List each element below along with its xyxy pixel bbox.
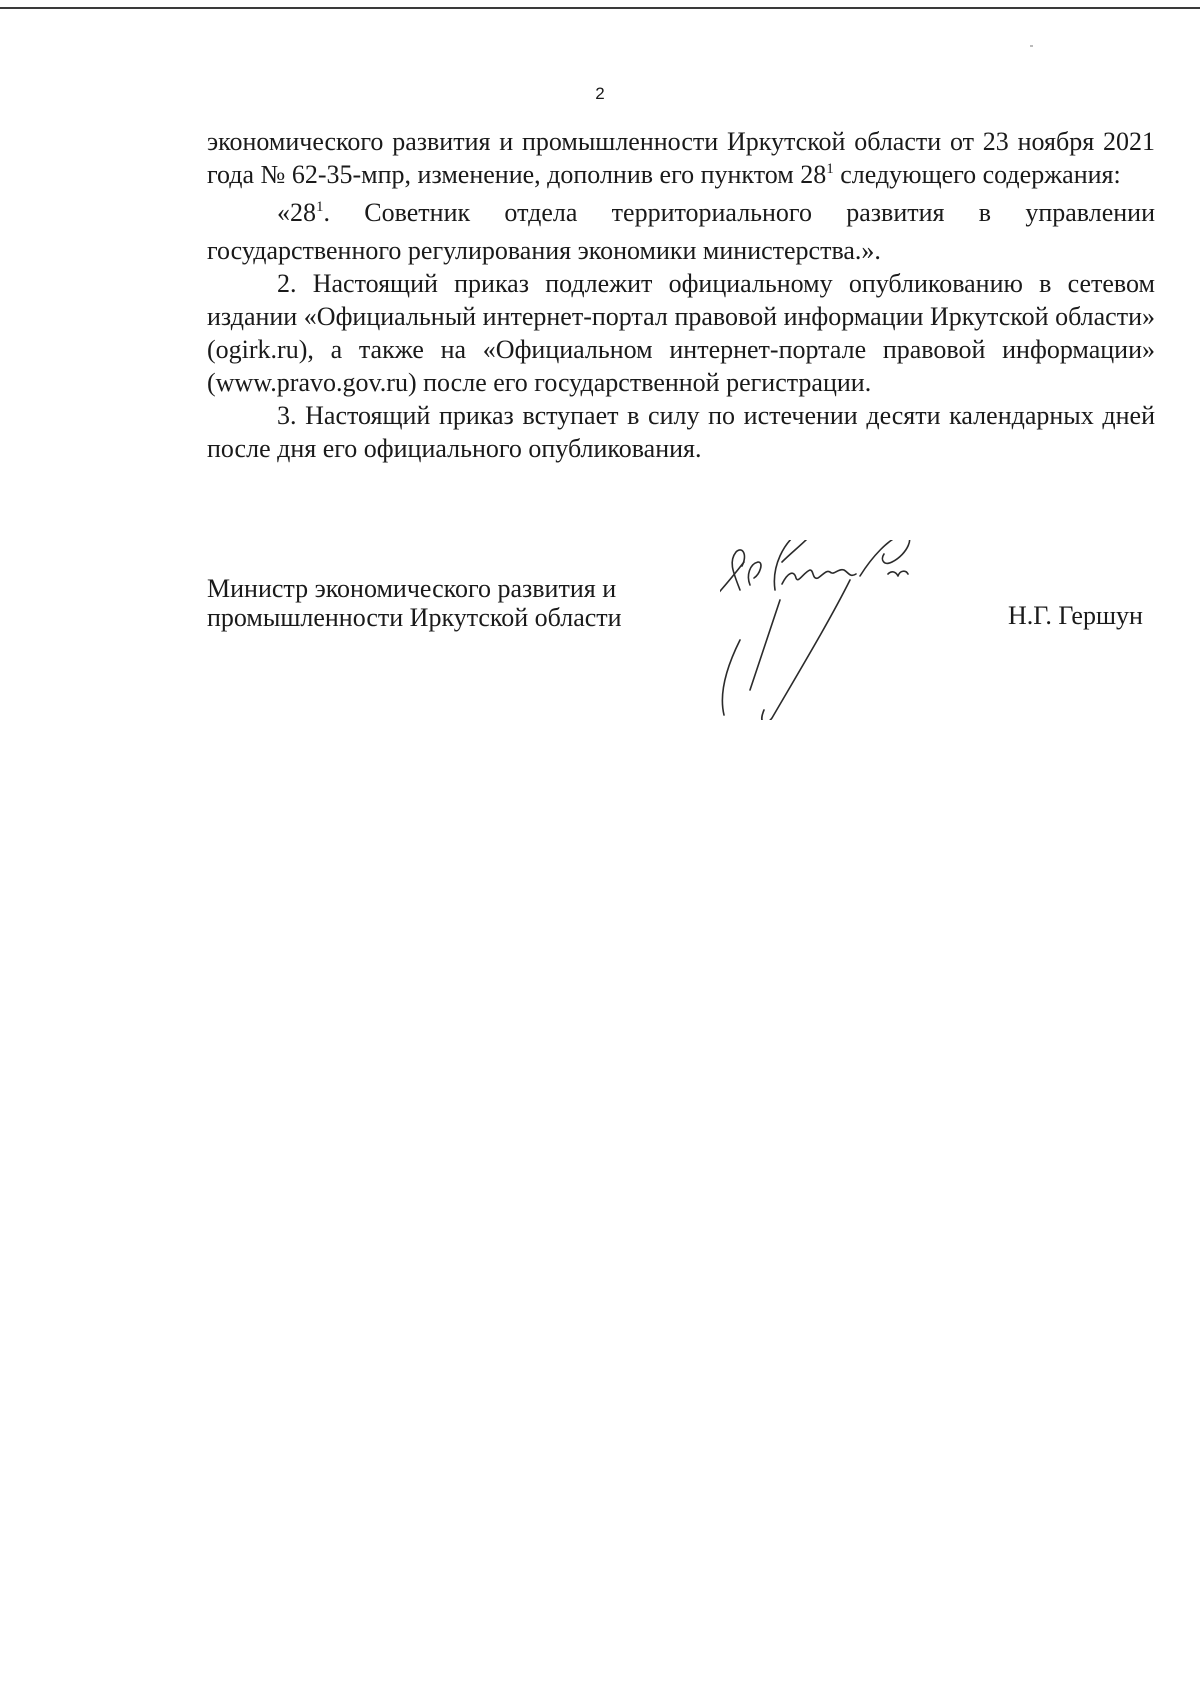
position-line-2: промышленности Иркутской области [207, 603, 622, 632]
page-number: 2 [595, 84, 605, 103]
superscript: 1 [826, 161, 834, 177]
document-body [207, 125, 1155, 465]
signer-name: Н.Г. Гершун [1008, 601, 1143, 630]
paragraph-item-3: 3. Настоящий приказ вступает в силу по истечении десяти календарных дней после дня его официального опубликования. [207, 401, 1155, 463]
superscript: 1 [316, 199, 324, 215]
signatory-position [207, 574, 622, 632]
top-border-line [0, 7, 1200, 9]
paragraph-item-2: 2. Настоящий приказ подлежит официальному опубликованию в сетевом издании «Официальный интернет-портал правовой информации Иркутской области» (ogirk.ru), а также на «Официальном интернет-портале правовой информации» (www.pravo.gov.ru) после его государственной регистрации. [207, 269, 1155, 397]
handwritten-signature [720, 540, 970, 720]
paragraph-quoted-item: «$28^1$. Советник отдела территориального развития в управлении государственного регулирования экономики министерства.». [207, 198, 1155, 265]
paragraph-amendment-intro: экономического развития и промышленности Иркутской области от 23 ноября 2021 года № 62-35-мпр, изменение, дополнив его пунктом $28^1$ следующего содержания: [207, 127, 1155, 189]
scan-artifact [1030, 45, 1033, 47]
position-line-1: Министр экономического развития и [207, 574, 617, 603]
